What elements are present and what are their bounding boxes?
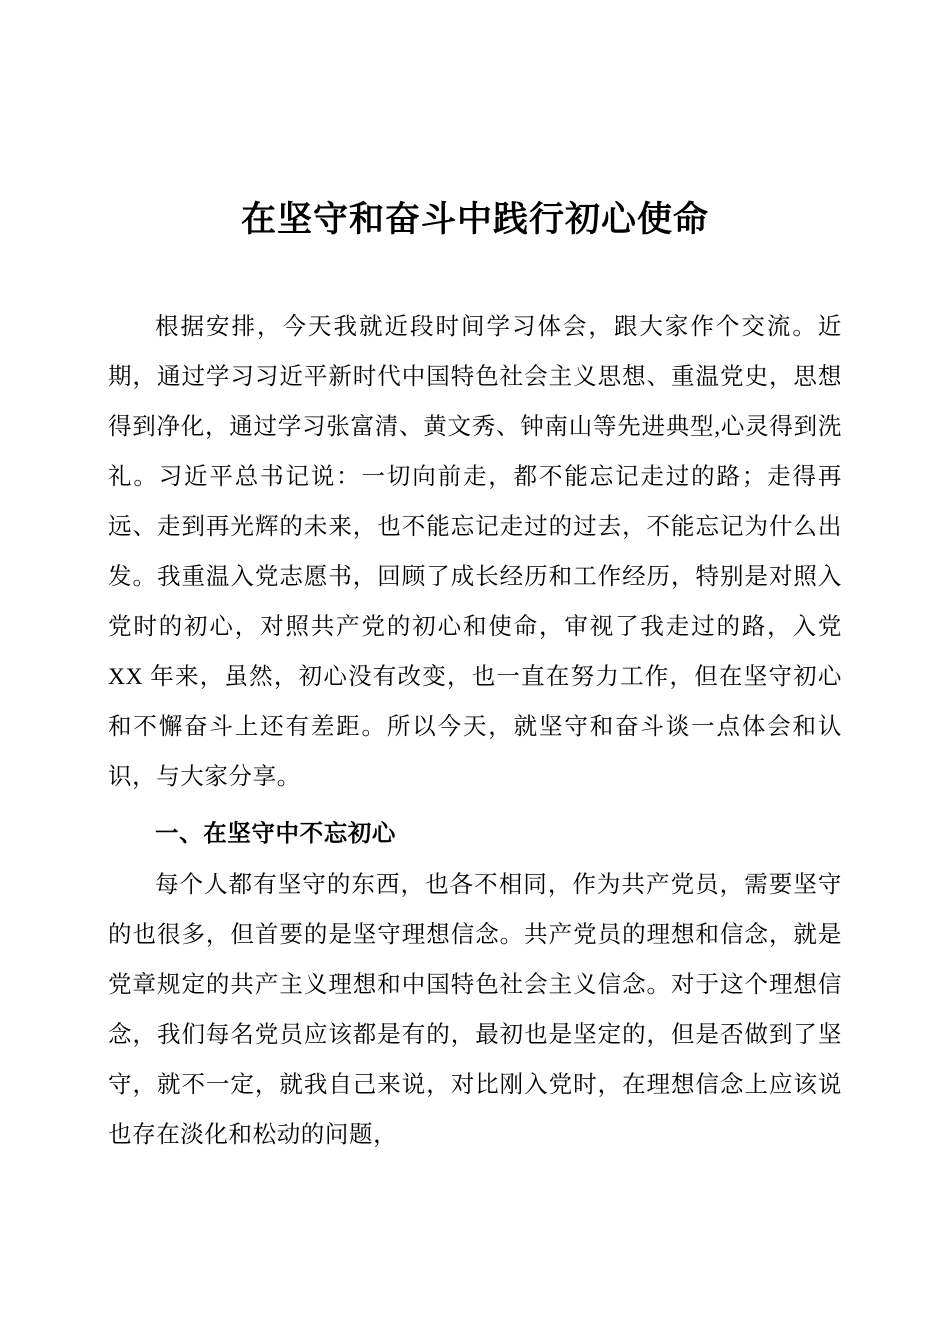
body-paragraph-2: 每个人都有坚守的东西，也各不相同，作为共产党员，需要坚守的也很多，但首要的是坚守理想信念。共产党员的理想和信念，就是党章规定的共产主义理想和中国特色社会主义信念。对于这个理想信念，我们每名党员应该都是有的，最初也是坚定的，但是否做到了坚守，就不一定，就我自己来说，对比刚入党时，在理想信念上应该说也存在淡化和松动的问题， — [108, 872, 842, 1148]
section-heading-1: 一、在坚守中不忘初心 — [155, 820, 396, 846]
page-title: 在坚守和奋斗中践行初心使命 — [240, 200, 709, 239]
body-paragraph-1: 根据安排，今天我就近段时间学习体会，跟大家作个交流。近期，通过学习习近平新时代中国特色社会主义思想、重温党史，思想得到净化，通过学习张富清、黄文秀、钟南山等先进典型,心灵得到洗礼。习近平总书记说：一切向前走，都不能忘记走过的路；走得再远、走到再光辉的未来，也不能忘记走过的过去，不能忘记为什么出发。我重温入党志愿书，回顾了成长经历和工作经历，特别是对照入党时的初心，对照共产党的初心和使命，审视了我走过的路，入党 XX 年来，虽然，初心没有改变，也一直在努力工作，但在坚守初心和不懈奋斗上还有差距。所以今天，就坚守和奋斗谈一点体会和认识，与大家分享。 — [108, 314, 842, 790]
